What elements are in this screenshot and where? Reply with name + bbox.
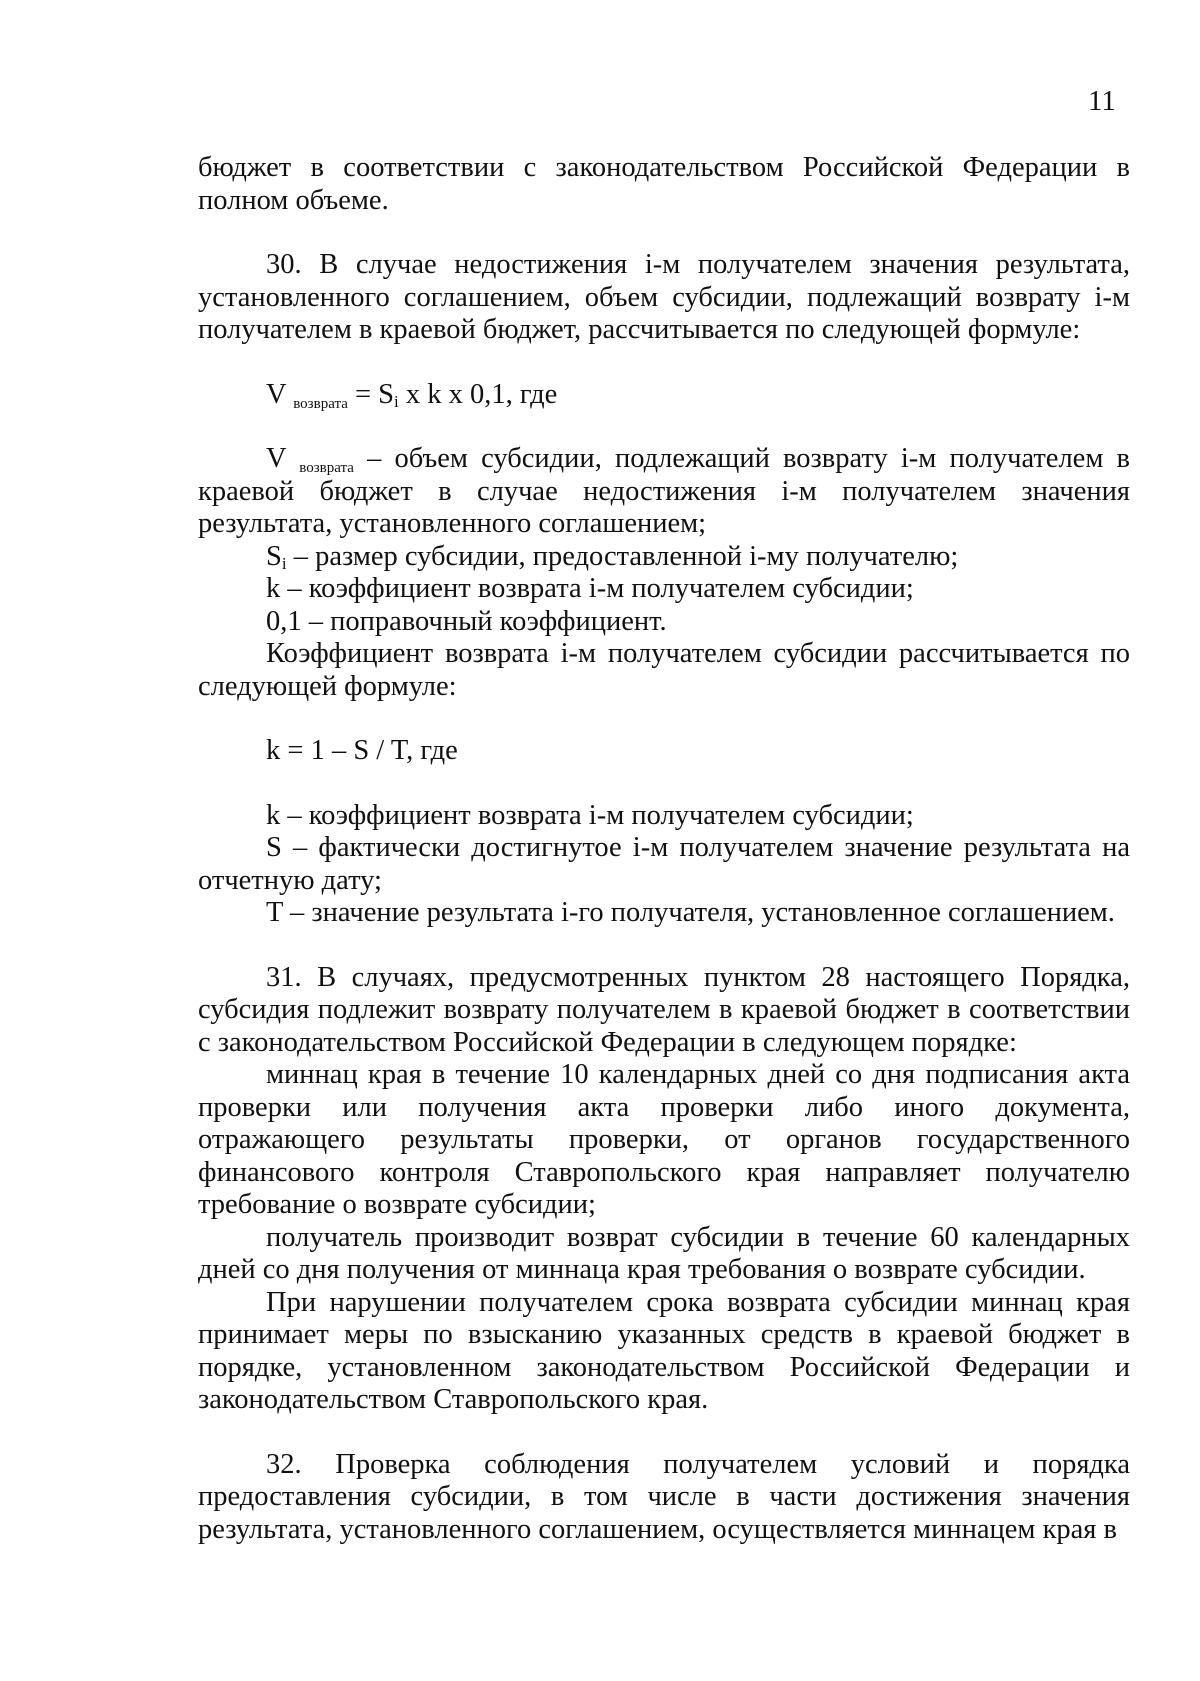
paragraph-30: 30. В случае недостижения i-м получателем значения результата, установленного соглашением, объем субсидии, подлежащий возврату i-м получателем в краевой бюджет, рассчитывается по следующей формуле: [198,249,1130,345]
paragraph-31-a: миннац края в течение 10 календарных дней со дня подписания акта проверки или получения акта проверки либо иного документа, отражающего результаты проверки, от органов государственного финансового контроля Ставропольского края направляет получателю требование о возврате субсидии; [198,1059,1130,1220]
formula-v-subscript: возврата [293,395,348,412]
paragraph-31-c: При нарушении получателем срока возврата субсидии миннац края принимает меры по взысканию указанных средств в краевой бюджет в порядке, установленном законодательством Российской Федерации и законодательством Ставропольского края. [198,1286,1130,1415]
formula-equals-s: = S [347,378,395,410]
paragraph-31: 31. В случаях, предусмотренных пунктом 28 настоящего Порядка, субсидия подлежит возврату получателем в краевой бюджет в соответствии с законодательством Российской Федерации в следующем порядке: [198,961,1130,1058]
definition-v [198,443,1130,541]
formula-s-subscript: i [394,391,399,411]
formula-v-symbol: V [266,378,287,410]
definition-correction: 0,1 – поправочный коэффициент. [266,605,667,637]
definition-si-text: – размер субсидии, предоставленной i-му получателю; [286,540,959,572]
definition-k2: k – коэффициент возврата i-м получателем субсидии; [266,799,914,831]
formula-rest: x k x 0,1, где [398,378,558,410]
definition-si [198,541,1130,574]
definition-s-actual: S – фактически достигнутое i-м получателем значение результата на отчетную дату; [198,832,1130,896]
page-number: 11 [1088,85,1116,117]
paragraph-32: 32. Проверка соблюдения получателем условий и порядка предоставления субсидии, в том числе в части достижения значения результата, установленного соглашением, осуществляется миннацем края в [198,1448,1130,1545]
paragraph-k-intro: Коэффициент возврата i-м получателем субсидии рассчитывается по следующей формуле: [198,638,1130,702]
definition-si-subscript: i [281,553,287,573]
definition-t: T – значение результата i-го получателя, установленное соглашением. [266,897,1115,928]
document-body [198,152,1130,1546]
definition-v-symbol: V [266,443,287,474]
definition-v-subscript: возврата [299,460,354,476]
paragraph-31-b: получатель производит возврат субсидии в течение 60 календарных дней со дня получения от миннаца края требования о возврате субсидии. [198,1221,1130,1285]
formula-return-volume [198,379,1130,412]
definition-v-text: – объем субсидии, подлежащий возврату i-м получателем в краевой бюджет в случае недостижения i-м получателем значения результата, установленного соглашением; [198,443,1130,539]
formula-k: k = 1 – S / T, где [266,735,458,766]
definition-k: k – коэффициент возврата i-м получателем субсидии; [266,573,914,604]
definition-si-symbol: S [266,540,282,572]
paragraph-intro: бюджет в соответствии с законодательством Российской Федерации в полном объеме. [198,152,1130,216]
